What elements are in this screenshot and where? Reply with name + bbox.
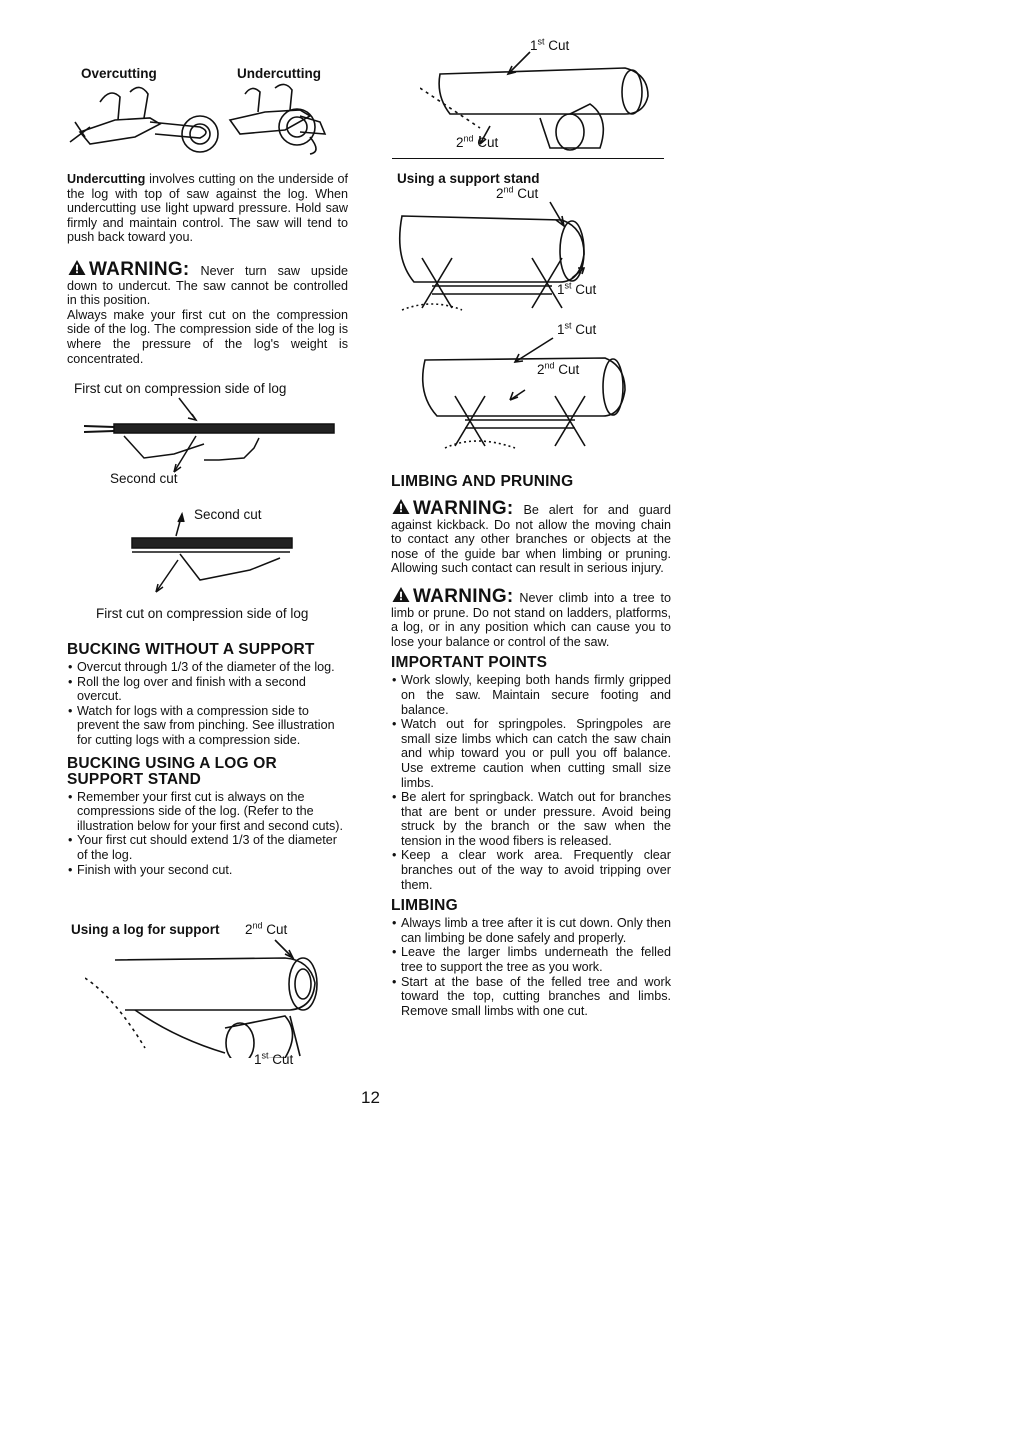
stand2-1st-cut-label: 1st Cut (557, 320, 597, 337)
list-item: • Watch out for springpoles. Springpoles are small size limbs which can catch the saw chain and whip toward you or pull you off balance. Use extreme caution when cutting small size limbs. (391, 717, 671, 790)
support-stand-illustration-1 (392, 198, 607, 318)
list-item: • Finish with your second cut. (67, 863, 348, 878)
list-item: • Your first cut should extend 1/3 of the diameter of the log. (67, 833, 348, 862)
fig1-bottom-caption: Second cut (110, 471, 178, 486)
undercutting-label: Undercutting (237, 66, 321, 81)
important-points-list (391, 673, 671, 892)
stand1-2nd-cut-label: 2nd Cut (496, 184, 539, 201)
list-item: • Watch for logs with a compression side to prevent the saw from pinching. See illustration for cutting logs with a compression side. (67, 704, 348, 748)
limbing-pruning-section (391, 470, 671, 1018)
fig2-top-caption: Second cut (194, 507, 262, 522)
undercutting-text: involves cutting on the underside of the log with top of saw against the log. When undercutting use light upward pressure. Hold saw firmly and maintain control. The saw will tend to push back toward you. (67, 172, 348, 245)
page-number: 12 (361, 1088, 380, 1107)
bucking-without-support-heading: BUCKING WITHOUT A SUPPORT (67, 641, 315, 658)
warning-3-word: WARNING: (413, 585, 514, 607)
undercutting-term: Undercutting (67, 172, 146, 186)
list-item: • Keep a clear work area. Frequently clear branches out of the way to avoid tripping over them. (391, 848, 671, 892)
overcutting-label: Overcutting (81, 66, 157, 81)
divider (392, 158, 664, 159)
warning-icon (67, 259, 87, 276)
compression-log-illustration-1 (84, 396, 344, 476)
fig2-bottom-caption: First cut on compression side of log (96, 606, 309, 621)
warning-icon (391, 586, 411, 603)
warning-2-text: Be alert for and guard against kickback. Do not allow the moving chain to contact any other branches or objects at the nose of the guide bar when limbing or pruning. Allowing such contact can result in serious injury. (391, 503, 671, 576)
warning-2-word: WARNING: (413, 498, 514, 519)
log-support-illustration (85, 938, 335, 1058)
warning-1-word: WARNING: (89, 259, 190, 280)
warning-block-1 (67, 259, 348, 366)
warning-icon (391, 498, 411, 515)
limbing-pruning-heading: LIMBING AND PRUNING (391, 473, 574, 490)
list-item: • Be alert for springback. Watch out for branches that are bent or under pressure. Avoid being struck by the branch or the saw when the tension in the wood fibers is released. (391, 790, 671, 848)
bucking-without-support-section (67, 636, 348, 877)
list-item: • Start at the base of the felled tree and work toward the top, cutting branches and limbs. Remove small limbs with one cut. (391, 975, 671, 1019)
compression-paragraph: Always make your first cut on the compression side of the log. The compression side of the log is where the pressure of the log's weight is concentrated. (67, 307, 348, 366)
list-item: • Remember your first cut is always on the compressions side of the log. (Refer to the illustration below for your first and second cuts). (67, 790, 348, 834)
bucking-using-log-heading-line2: SUPPORT STAND (67, 770, 202, 788)
stand2-2nd-cut-label: 2nd Cut (537, 360, 580, 377)
stand1-1st-cut-label: 1st Cut (557, 280, 597, 297)
warning-1-text: Never turn saw upside down to undercut. The saw cannot be controlled in this position. (67, 264, 348, 308)
bucking-using-log-list (67, 790, 348, 878)
limbing-heading: LIMBING (391, 897, 458, 915)
limbing-list (391, 916, 671, 1018)
list-item: • Leave the larger limbs underneath the felled tree to support the tree as you work. (391, 945, 671, 974)
list-item: • Work slowly, keeping both hands firmly gripped on the saw. Maintain secure footing and balance. (391, 673, 671, 717)
list-item: • Always limb a tree after it is cut down. Only then can limbing be done safely and properly. (391, 916, 671, 945)
list-item: • Roll the log over and finish with a second overcut. (67, 675, 348, 704)
log-support-1st-cut-label: 1st Cut (254, 1050, 294, 1067)
important-points-heading: IMPORTANT POINTS (391, 654, 548, 672)
top-1st-cut-label: 1st Cut (530, 36, 570, 53)
support-stand-caption: Using a support stand (397, 171, 540, 186)
list-item: • Overcut through 1/3 of the diameter of the log. (67, 660, 348, 675)
bucking-without-support-list (67, 660, 348, 748)
bucking-using-log-heading (67, 756, 348, 788)
fig1-top-caption: First cut on compression side of log (74, 381, 287, 396)
log-support-caption: Using a log for support (71, 922, 220, 937)
bucking-using-log-heading-line1: BUCKING USING A LOG OR (67, 754, 277, 772)
warning-3-text: Never climb into a tree to limb or prune. Do not stand on ladders, platforms, a log, or in any position which can cause you to lose your balance or control of the saw. (391, 590, 671, 649)
log-support-2nd-cut-label: 2nd Cut (245, 920, 288, 937)
overcut-undercut-illustration (60, 82, 350, 162)
support-stand-illustration-2 (415, 334, 630, 454)
undercutting-paragraph (67, 172, 348, 245)
compression-log-illustration-2 (120, 510, 295, 600)
top-2nd-cut-label: 2nd Cut (456, 133, 499, 150)
